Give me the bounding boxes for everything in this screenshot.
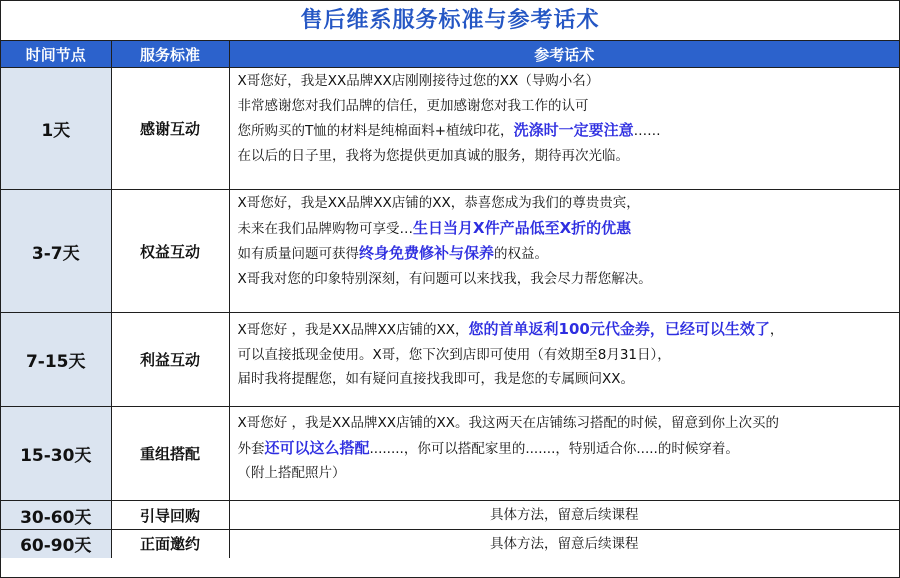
header-time-node: 时间节点: [1, 41, 111, 68]
script-line: [238, 503, 892, 528]
script-line: [238, 532, 892, 557]
reference-script-cell: [229, 407, 899, 501]
reference-script-cell: [229, 68, 899, 190]
script-line: [238, 411, 892, 436]
script-text: 具体方法，留意后续课程: [490, 535, 639, 552]
script-text: 具体方法，留意后续课程: [490, 506, 639, 523]
time-node-cell: 15-30天: [1, 407, 111, 501]
script-line: [238, 191, 892, 216]
table-row: [1, 407, 899, 501]
highlight-text: 还可以这么搭配: [264, 438, 370, 457]
script-line: [238, 241, 892, 267]
script-text: 外套: [237, 440, 265, 457]
script-text: X哥我对您的印象特别深刻，有问题可以来找我，我会尽力帮您解决。: [237, 270, 652, 287]
service-standard-cell: 引导回购: [111, 501, 229, 530]
reference-script-cell: [229, 313, 899, 407]
script-text: X哥您好 ，我是XX品牌XX店铺的XX，: [237, 322, 469, 338]
script-text: 非常感谢您对我们品牌的信任，更加感谢您对我工作的认可: [237, 97, 589, 114]
script-text: ，: [769, 322, 784, 338]
script-text: 在以后的日子里，我将为您提供更加真诚的服务，期待再次光临。: [237, 147, 629, 164]
script-line: [238, 461, 892, 486]
service-standard-cell: 正面邀约: [111, 530, 229, 558]
script-text: 未来在我们品牌购物可享受…: [237, 220, 413, 237]
script-text: ........，你可以搭配家里的.......，特别适合你.....的时候穿着。: [369, 440, 739, 457]
service-standard-cell: 利益互动: [111, 313, 229, 407]
time-node-cell: 3-7天: [1, 190, 111, 313]
time-node-cell: 1天: [1, 68, 111, 190]
table-row: [1, 530, 899, 558]
script-text: （附上搭配照片）: [237, 465, 346, 481]
script-text: 您所购买的T恤的材料是纯棉面料+植绒印花，: [237, 123, 514, 139]
reference-script-cell: [229, 190, 899, 313]
service-table: [1, 41, 899, 558]
table-row: [1, 501, 899, 530]
script-line: [238, 367, 892, 392]
script-text: 届时我将提醒您，如有疑问直接找我即可，我是您的专属顾问XX。: [237, 371, 634, 387]
script-text: X哥您好 ，我是XX品牌XX店铺的XX。我这两天在店铺练习搭配的时候，留意到你上次买的: [237, 415, 780, 431]
time-node-cell: 60-90天: [1, 530, 111, 558]
script-text: 如有质量问题可获得: [237, 246, 359, 262]
table-row: [1, 313, 899, 407]
time-node-cell: 7-15天: [1, 313, 111, 407]
header-reference-script: 参考话术: [229, 41, 899, 68]
page-title: 售后维系服务标准与参考话术: [1, 1, 899, 41]
script-line: [238, 343, 892, 368]
script-text: 可以直接抵现金使用。X哥，您下次到店即可使用（有效期至8月31日），: [237, 346, 671, 363]
highlight-text: 您的首单返利100元代金券，已经可以生效了: [468, 320, 770, 338]
script-text: 的权益。: [494, 246, 549, 262]
script-line: [238, 436, 892, 462]
highlight-text: 终身免费修补与保养: [359, 244, 495, 262]
reference-script-cell: [229, 530, 899, 558]
script-line: [238, 144, 892, 169]
script-line: [238, 94, 892, 119]
script-line: [238, 216, 892, 242]
script-line: [238, 118, 892, 144]
highlight-text: 洗涤时一定要注意: [513, 121, 634, 139]
header-row: [1, 41, 899, 68]
table-row: [1, 68, 899, 190]
time-node-cell: 30-60天: [1, 501, 111, 530]
reference-script-cell: [229, 501, 899, 530]
header-service-standard: 服务标准: [111, 41, 229, 68]
highlight-text: 生日当月X件产品低至X折的优惠: [413, 218, 632, 237]
script-line: [238, 267, 892, 292]
script-line: [238, 317, 892, 343]
script-text: X哥您好，我是XX品牌XX店刚刚接待过您的XX（导购小名）: [237, 73, 600, 89]
table-row: [1, 190, 899, 313]
service-standard-cell: 感谢互动: [111, 68, 229, 190]
script-line: [238, 69, 892, 94]
script-text: ……: [633, 123, 661, 139]
service-standard-cell: 权益互动: [111, 190, 229, 313]
service-standard-cell: 重组搭配: [111, 407, 229, 501]
script-text: X哥您好，我是XX品牌XX店铺的XX，恭喜您成为我们的尊贵贵宾，: [237, 195, 640, 211]
